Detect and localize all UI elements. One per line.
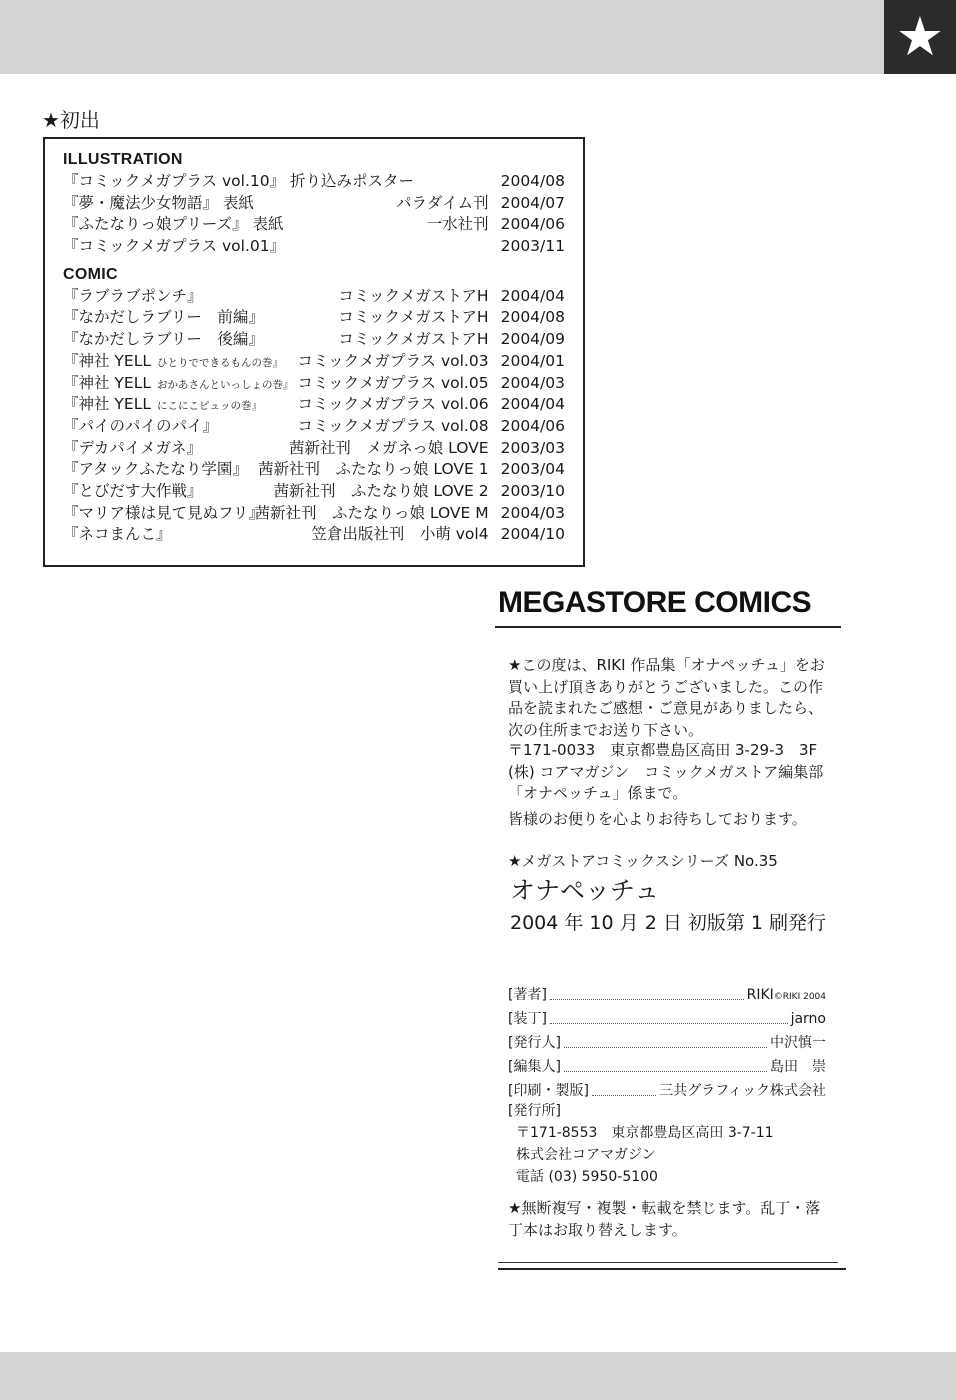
credit-date: 2004/03 — [500, 503, 565, 522]
credit-title: 『ラブラブポンチ』 — [63, 286, 203, 305]
credit-subtitle: にこにこピュッの巻』 — [156, 400, 262, 413]
credit-row — [63, 524, 565, 546]
credit-title: 『夢・魔法少女物語』 表紙 — [63, 193, 254, 212]
credit-source-date — [338, 307, 565, 329]
credit-date: 2004/04 — [500, 395, 565, 414]
credit-source: コミックメガストアH — [338, 286, 489, 305]
credit-date: 2004/06 — [500, 416, 565, 435]
credit-title: 『デカパイメガネ』 — [63, 438, 203, 457]
staff-row — [508, 983, 826, 1007]
first-appearance-heading: ★初出 — [42, 108, 100, 132]
staff-value-note: ©RIKI 2004 — [773, 992, 826, 1002]
credit-source: コミックメガプラス vol.08 — [297, 416, 489, 435]
credit-source-date — [501, 236, 565, 258]
credit-row — [63, 214, 565, 236]
address-block — [508, 740, 833, 805]
credit-source-date — [289, 438, 565, 460]
credit-title: 『コミックメガプラス vol.01』 — [63, 237, 286, 256]
address-line: (株) コアマガジン コミックメガストア編集部 — [508, 762, 824, 781]
credit-source-date — [501, 171, 565, 193]
credit-title: 『マリア様は見て見ぬフリ』 — [63, 503, 264, 522]
credit-row — [63, 373, 565, 395]
copyright-notice: ★無断複写・複製・転載を禁じます。乱丁・落丁本はお取り替えします。 — [508, 1199, 821, 1239]
comic-heading: COMIC — [63, 265, 118, 283]
credit-source: コミックメガプラス vol.06 — [297, 395, 489, 414]
credit-row — [63, 438, 565, 460]
brand-logo: MEGASTORE COMICS — [498, 586, 812, 619]
credit-date: 2004/08 — [500, 308, 565, 327]
bottom-gray-band — [0, 1352, 956, 1400]
credit-title: 『アタックふたなり学園』 — [63, 460, 248, 479]
credit-row — [63, 459, 565, 481]
publisher-phone: 電話 (03) 5950-5100 — [516, 1169, 658, 1185]
address-line: 〒171-0033 東京都豊島区高田 3-29-3 3F — [508, 741, 818, 759]
credit-source: 茜新社刊 ふたなりっ娘 LOVE 1 — [257, 460, 489, 479]
end-divider-thick — [498, 1268, 846, 1270]
credit-title: 『神社 YELL おかあさんといっしょの巻』 — [63, 373, 294, 392]
leader-dots — [564, 1055, 767, 1072]
credit-date: 2003/10 — [500, 481, 565, 500]
credit-date: 2004/08 — [500, 172, 565, 190]
credit-source: パラダイム刊 — [396, 193, 489, 212]
credit-date: 2004/09 — [500, 330, 565, 349]
credit-source: コミックメガプラス vol.03 — [297, 351, 489, 370]
credit-source: 笠倉出版社刊 小萌 vol4 — [311, 525, 489, 544]
credit-title: 『コミックメガプラス vol.10』 折り込みポスター — [63, 172, 415, 190]
leader-dots — [592, 1079, 656, 1096]
credit-row — [63, 307, 565, 329]
publisher-company: 株式会社コアマガジン — [516, 1147, 656, 1163]
address-line: 「オナペッチュ」係まで。 — [508, 784, 688, 802]
credit-source-date — [311, 524, 565, 546]
staff-list — [508, 983, 826, 1103]
publish-date: 2004 年 10 月 2 日 初版第 1 刷発行 — [510, 912, 827, 934]
credit-source: 茜新社刊 ふたなりっ娘 LOVE M — [254, 503, 489, 522]
credit-date: 2003/11 — [500, 237, 565, 256]
closing-message: 皆様のお便りを心よりお待ちしております。 — [508, 810, 807, 828]
credit-row — [63, 416, 565, 438]
credit-title: 『ふたなりっ娘プリーズ』 表紙 — [63, 215, 284, 234]
staff-label: [印刷・製版] — [508, 1083, 589, 1099]
book-title: オナペッチュ — [510, 876, 660, 905]
staff-value: 島田 崇 — [770, 1059, 826, 1075]
credit-source-date — [297, 394, 565, 416]
credit-source-date — [258, 459, 565, 481]
credit-title: 『パイのパイのパイ』 — [63, 416, 219, 435]
credit-source: コミックメガプラス vol.05 — [297, 373, 489, 392]
staff-row — [508, 1007, 826, 1031]
staff-label: [著者] — [508, 987, 547, 1003]
publisher-label: [発行所] — [508, 1103, 561, 1119]
credit-row — [63, 171, 565, 193]
credit-row — [63, 351, 565, 373]
credit-row — [63, 481, 565, 503]
credit-row — [63, 236, 565, 258]
illustration-heading: ILLUSTRATION — [63, 151, 183, 168]
series-name: ★メガストアコミックスシリーズ No.35 — [508, 852, 778, 870]
thanks-message: ★この度は、RIKI 作品集「オナペッチュ」をお買い上げ頂きありがとうございました。この作品を読まれたご感想・ご意見がありましたら、次の住所までお送り下さい。 — [508, 656, 825, 739]
credit-title: 『なかだしラブリー 前編』 — [63, 308, 264, 327]
credit-title: 『神社 YELL ひとりでできるもんの巻』 — [63, 351, 283, 370]
leader-dots — [550, 983, 744, 1000]
top-gray-band — [0, 0, 884, 74]
brand-divider — [495, 626, 841, 628]
end-divider — [498, 1262, 838, 1263]
credit-date: 2003/04 — [500, 460, 565, 479]
credit-source-date — [338, 329, 565, 351]
credit-source-date — [427, 214, 565, 236]
credit-title: 『とびだす大作戦』 — [63, 481, 203, 500]
credit-source-date — [297, 351, 565, 373]
credit-date: 2004/10 — [500, 525, 565, 544]
leader-dots — [550, 1007, 788, 1024]
credit-subtitle: おかあさんといっしょの巻』 — [156, 378, 294, 391]
staff-value: 中沢慎一 — [770, 1035, 826, 1051]
credit-date: 2004/06 — [500, 215, 565, 234]
credit-date: 2004/03 — [500, 373, 565, 392]
credit-row — [63, 503, 565, 525]
credit-source: コミックメガストアH — [338, 330, 489, 349]
credit-date: 2004/07 — [500, 193, 565, 212]
credit-source-date — [297, 373, 565, 395]
staff-value: RIKI©RIKI 2004 — [746, 987, 826, 1003]
staff-label: [編集人] — [508, 1059, 561, 1075]
credit-source: 茜新社刊 ふたなり娘 LOVE 2 — [273, 481, 489, 500]
publisher-block — [508, 1100, 774, 1188]
credit-source-date — [273, 481, 565, 503]
credit-source: コミックメガストアH — [338, 308, 489, 327]
credit-source: 茜新社刊 メガネっ娘 LOVE — [288, 438, 489, 457]
credits-box — [43, 137, 585, 567]
credit-row — [63, 394, 565, 416]
credit-source-date — [338, 286, 565, 308]
credit-date: 2003/03 — [500, 438, 565, 457]
credit-row — [63, 329, 565, 351]
staff-label: [発行人] — [508, 1035, 561, 1051]
credit-title: 『なかだしラブリー 後編』 — [63, 330, 264, 349]
staff-row — [508, 1031, 826, 1055]
credit-subtitle: ひとりでできるもんの巻』 — [156, 356, 283, 369]
staff-value: 三共グラフィック株式会社 — [659, 1083, 826, 1099]
publisher-address: 〒171-8553 東京都豊島区高田 3-7-11 — [516, 1125, 774, 1141]
credit-date: 2004/04 — [500, 286, 565, 305]
credit-title: 『ネコまんこ』 — [63, 525, 172, 544]
credit-date: 2004/01 — [500, 351, 565, 370]
credit-title: 『神社 YELL にこにこピュッの巻』 — [63, 395, 262, 414]
staff-value: jarno — [790, 1011, 826, 1027]
credit-source-date — [396, 193, 565, 215]
credit-source-date — [297, 416, 565, 438]
credit-row — [63, 193, 565, 215]
staff-label: [装丁] — [508, 1011, 547, 1027]
star-icon: ★ — [884, 0, 956, 74]
credit-row — [63, 286, 565, 308]
credit-source: 一水社刊 — [426, 215, 489, 234]
credit-source-date — [254, 503, 565, 525]
staff-row — [508, 1055, 826, 1079]
leader-dots — [564, 1031, 767, 1048]
